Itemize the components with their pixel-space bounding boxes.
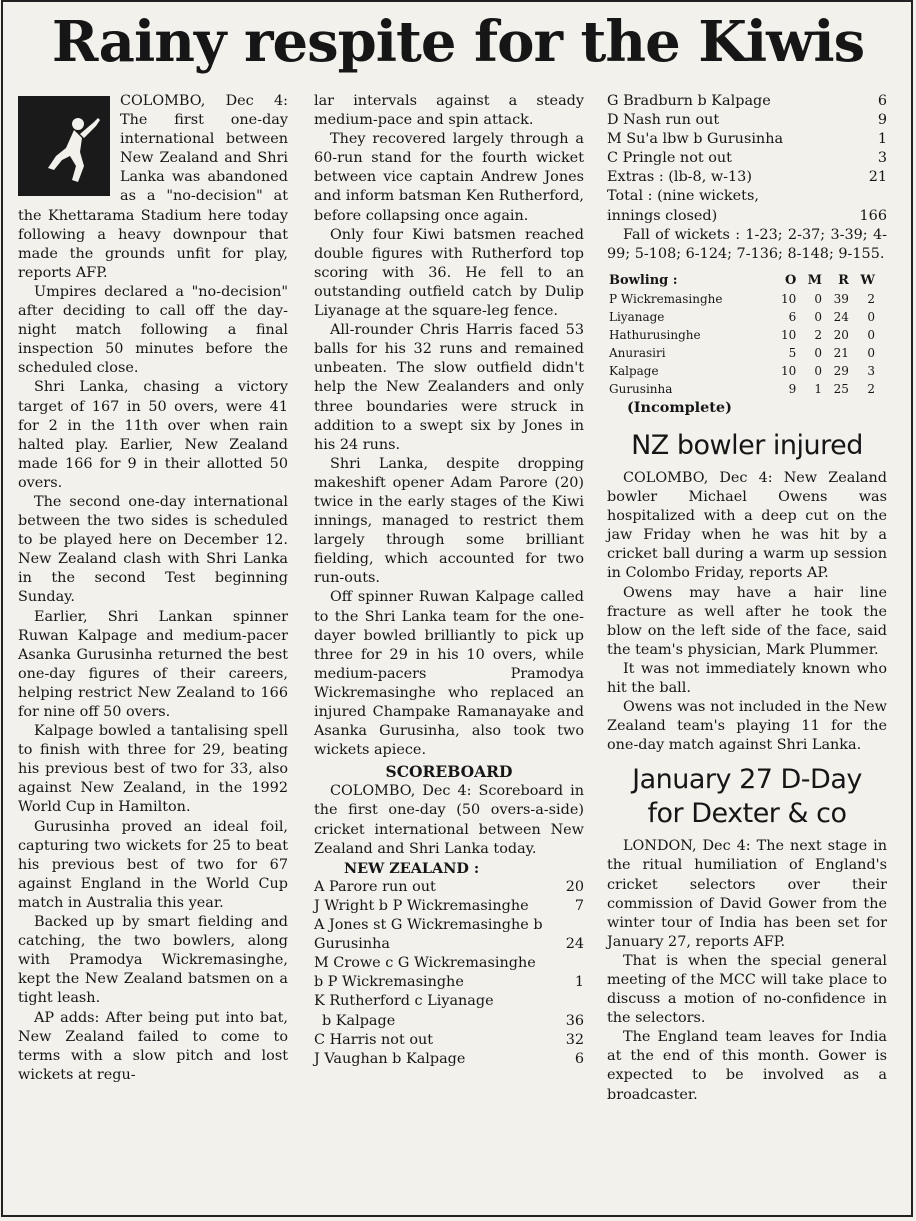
paragraph: Umpires declared a "no-decision" after deciding to call off the day-night match following a final inspection 50 minutes before the scheduled close. [18, 283, 288, 377]
batting-row [607, 149, 887, 168]
col-r: R [838, 272, 849, 288]
overs: 10 [780, 291, 797, 306]
paragraph: Kalpage bowled a tantalising spell to finish with three for 29, beating his previous best of two for 33, also against New Zealand, in the 1992 World Cup in Hamilton. [18, 723, 288, 816]
batsman: G Bradburn b Kalpage [607, 93, 771, 109]
runs: 9 [877, 112, 887, 129]
story3-headline [607, 763, 887, 831]
runs: 32 [565, 1031, 584, 1048]
extras-value: 21 [868, 169, 887, 186]
batting-row [607, 130, 887, 149]
maidens: 1 [814, 381, 822, 396]
batsman: C Pringle not out [607, 150, 732, 167]
total-label-cont: innings closed) [607, 207, 718, 224]
batting-row [314, 1050, 584, 1069]
paragraph: Owens was not included in the New Zealand team's playing 11 for the one-day match against Shri Lanka. [607, 699, 887, 754]
wickets: 0 [867, 327, 875, 342]
bowler: Liyanage [609, 309, 665, 324]
runs: 3 [877, 150, 887, 167]
paragraph: AP adds: After being put into bat, New Zealand failed to come to terms with a slow pitch and lost wickets at regu- [18, 1009, 288, 1083]
bowler: Gurusinha [609, 381, 673, 396]
runs: 25 [833, 381, 849, 396]
maidens: 0 [814, 345, 822, 360]
paragraph: Earlier, Shri Lankan spinner Ruwan Kalpage and medium-pacer Asanka Gurusinha returned the best one-day figures of their careers, helping restrict New Zealand to 166 for nine off 50 overs. [18, 608, 288, 720]
batting-row [314, 878, 584, 897]
batting-row [314, 992, 584, 1011]
runs: 1 [574, 974, 584, 991]
bowler: Hathurusinghe [609, 327, 701, 342]
total-row [607, 207, 887, 226]
batting-row [314, 1031, 584, 1050]
runs: 24 [565, 936, 584, 953]
batsman: M Crowe c G Wickremasinghe b P Wickremasinghe [314, 955, 536, 991]
batsman-silhouette-icon [18, 96, 110, 196]
story3-headline-line1: January 27 D-Day [632, 764, 862, 796]
overs: 6 [788, 309, 797, 324]
batsman: D Nash run out [607, 112, 720, 129]
overs: 9 [788, 381, 797, 396]
wickets: 3 [867, 363, 875, 378]
batsman: C Harris not out [314, 1031, 434, 1048]
paragraph: COLOMBO, Dec 4: The first one-day international between New Zealand and Shri Lanka was abandoned as a "no-decision" at the Khettarama Stadium here today following a heavy downpour that made the grounds unfit for play, reports AFP. [18, 93, 288, 281]
batting-row [607, 92, 887, 111]
batsman: J Wright b P Wickremasinghe [314, 897, 529, 914]
runs: 24 [833, 309, 849, 324]
paragraph: COLOMBO, Dec 4: New Zealand bowler Michael Owens was hospitalized with a deep cut on the jaw Friday when he was hit by a cricket ball during a warm up session in Colombo Friday, reports AP. [607, 469, 887, 582]
overs: 5 [788, 345, 797, 360]
batting-row [607, 111, 887, 130]
batsman: M Su'a lbw b Gurusinha [607, 131, 784, 148]
column-1 [18, 92, 288, 1085]
bowling-row [607, 362, 877, 380]
scoreboard-title: SCOREBOARD [385, 762, 513, 782]
runs: 36 [565, 1012, 584, 1029]
paragraph: They recovered largely through a 60-run stand for the fourth wicket between vice captain Andrew Jones and inform batsman Ken Rutherford, before collapsing once again. [314, 131, 584, 224]
runs: 1 [877, 131, 887, 148]
scoreboard-intro: COLOMBO, Dec 4: Scoreboard in the first one-day (50 overs-a-side) cricket international between New Zealand and Shri Lanka today. [314, 783, 584, 857]
extras-row [607, 168, 887, 187]
paragraph: Backed up by smart fielding and catching, the two bowlers, along with Pramodya Wickremasinghe, kept the New Zealand batsmen on a tight leash. [18, 914, 288, 1007]
batsman: J Vaughan b Kalpage [314, 1050, 466, 1067]
paragraph: Off spinner Ruwan Kalpage called to the Shri Lanka team for the one-dayer bowled brilliantly to pick up three for 29 in his 10 overs, while medium-pacers Pramodya Wickremasinghe who replaced an injured Champake Ramanayake and Asanka Gurusinha, also took two wickets apiece. [314, 589, 584, 759]
bowling-row [607, 326, 877, 344]
bowling-row [607, 308, 877, 326]
col-m: M [807, 272, 822, 288]
total-row [607, 187, 887, 206]
overs: 10 [780, 327, 797, 342]
wickets: 0 [867, 345, 875, 360]
bowling-table [607, 272, 877, 398]
story3-headline-line2: for Dexter & co [647, 798, 847, 830]
paragraph: Only four Kiwi batsmen reached double figures with Rutherford top scoring with 36. He fell to an outstanding outfield catch by Dulip Liyanage at the square-leg fence. [314, 226, 584, 320]
col-o: O [784, 272, 797, 288]
paragraph: That is when the special general meeting of the MCC will take place to discuss a motion of no-confidence in the selectors. [607, 952, 887, 1027]
batting-row [314, 954, 584, 992]
maidens: 0 [814, 291, 822, 306]
runs: 6 [877, 93, 887, 109]
col-w: W [860, 272, 875, 288]
bowler: Anurasiri [609, 345, 666, 360]
runs: 20 [833, 327, 849, 342]
fall-of-wickets: Fall of wickets : 1-23; 2-37; 3-39; 4-99; 5-108; 6-124; 7-136; 8-148; 9-155. [607, 226, 887, 262]
paragraph: Gurusinha proved an ideal foil, capturing two wickets for 25 to beat his previous best of two for 67 against England in the World Cup match in Australia this year. [18, 818, 288, 911]
team-heading: NEW ZEALAND : [344, 859, 480, 877]
paragraph: All-rounder Chris Harris faced 53 balls for his 32 runs and remained unbeaten. The slow outfield didn't help the New Zealanders and only three boundaries were struck in addition to a swept six by Jones in his 24 runs. [314, 322, 584, 453]
incomplete-note: (Incomplete) [627, 398, 732, 416]
total-label: Total : (nine wickets, [607, 188, 759, 205]
paragraph: The second one-day international between the two sides is scheduled to be played here on December 12. New Zealand clash with Shri Lanka in the second Test beginning Sunday. [18, 493, 288, 606]
batting-row [314, 1012, 584, 1031]
column-2 [314, 92, 584, 1069]
paragraph: lar intervals against a steady medium-pace and spin attack. [314, 93, 584, 129]
extras-label: Extras : (lb-8, w-13) [607, 169, 752, 186]
overs: 10 [780, 363, 797, 378]
batsman: K Rutherford c Liyanage [314, 993, 494, 1010]
bowling-header [607, 272, 877, 290]
bowling-label: Bowling : [609, 272, 678, 288]
paragraph: LONDON, Dec 4: The next stage in the ritual humiliation of England's cricket selectors over their commission of David Gower from the winter tour of India has been set for January 27, reports AFP. [607, 838, 887, 950]
batsman-dismissal: b Kalpage [322, 1012, 396, 1029]
wickets: 2 [867, 291, 875, 306]
paragraph: The England team leaves for India at the end of this month. Gower is expected to be involved as a broadcaster. [607, 1029, 887, 1103]
column-3 [607, 92, 887, 1105]
runs: 6 [574, 1050, 584, 1067]
bowling-row [607, 380, 877, 398]
batting-row [314, 916, 584, 954]
runs: 29 [833, 363, 849, 378]
runs: 21 [833, 345, 849, 360]
maidens: 0 [814, 309, 822, 324]
paragraph: Owens may have a hair line fracture as well after he took the blow on the left side of the face, said the team's physician, Mark Plummer. [607, 584, 887, 658]
paragraph: Shri Lanka, chasing a victory target of 167 in 50 overs, were 41 for 2 in the 11th over when rain halted play. Earlier, New Zealand made 166 for 9 in their allotted 50 overs. [18, 379, 288, 491]
batting-row [314, 897, 584, 916]
batsman: A Parore run out [314, 878, 436, 895]
bowler: Kalpage [609, 363, 659, 378]
wickets: 0 [867, 309, 875, 324]
headline: Rainy respite for the Kiwis [51, 9, 865, 75]
runs: 7 [574, 897, 584, 914]
cricketer-logo-icon [18, 96, 110, 196]
bowling-row [607, 290, 877, 308]
bowling-row [607, 344, 877, 362]
bowler: P Wickremasinghe [609, 291, 723, 306]
batsman: A Jones st G Wickremasinghe b Gurusinha [314, 917, 543, 953]
wickets: 2 [867, 381, 875, 396]
maidens: 0 [814, 363, 822, 378]
runs: 20 [565, 878, 584, 895]
paragraph: It was not immediately known who hit the ball. [607, 660, 887, 696]
total-value: 166 [859, 207, 887, 224]
runs: 39 [833, 291, 849, 306]
maidens: 2 [814, 327, 822, 342]
story2-headline: NZ bowler injured [631, 429, 863, 461]
paragraph: Shri Lanka, despite dropping makeshift opener Adam Parore (20) twice in the early stages of the Kiwi innings, managed to restrict them largely through some brilliant fielding, which accounted for two run-outs. [314, 455, 584, 587]
